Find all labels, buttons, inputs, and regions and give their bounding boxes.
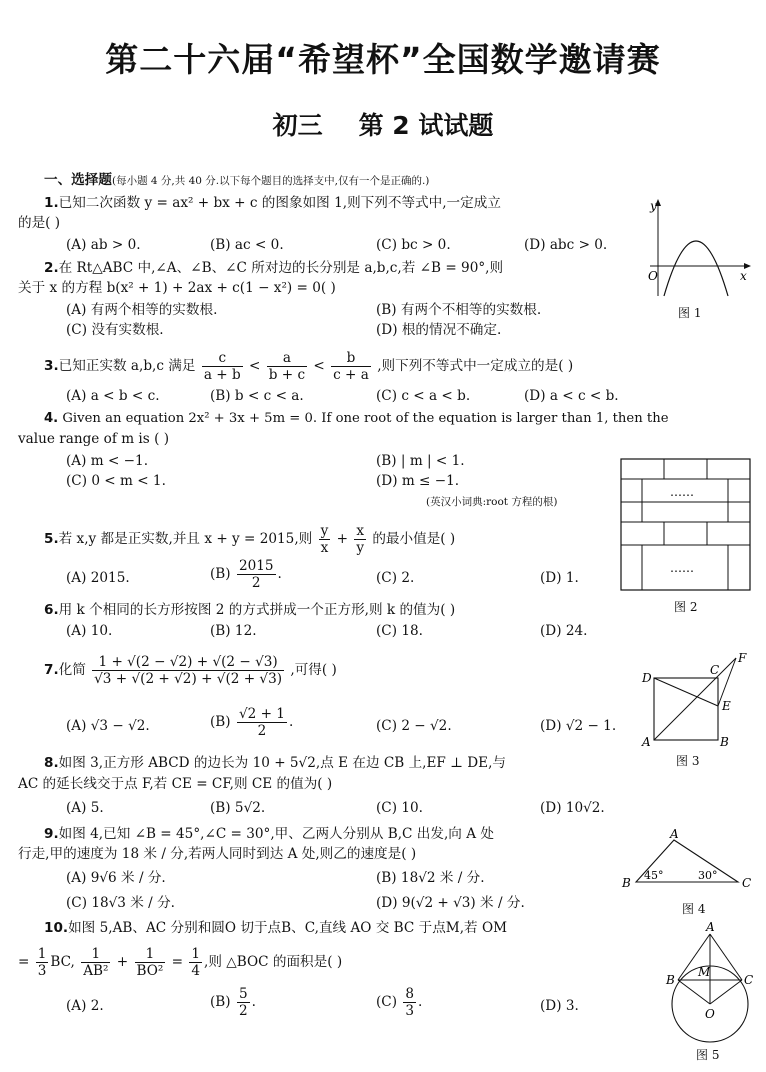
q7-text-post: ,可得( ) <box>290 662 337 678</box>
fig2-caption: 图 2 <box>674 600 698 614</box>
q5-f1-den: x <box>319 539 331 556</box>
figure-2-rectangles <box>620 458 752 592</box>
q5-text-pre: 若 x,y 都是正实数,并且 x + y = 2015,则 <box>58 531 313 547</box>
q6-option-b: (B) 12. <box>210 623 257 639</box>
q5-option-d: (D) 1. <box>540 570 579 586</box>
q9-number: 9. <box>44 826 59 842</box>
q2-stem-line1 <box>44 258 503 278</box>
page-title: 第二十六届“希望杯”全国数学邀请赛 <box>105 40 661 79</box>
q1-option-d: (D) abc > 0. <box>524 237 608 253</box>
q7-text-pre: 化简 <box>58 662 86 678</box>
section-heading <box>44 170 429 191</box>
q2-option-c: (C) 没有实数根. <box>66 322 164 338</box>
fig1-caption: 图 1 <box>678 306 702 320</box>
q5-fraction-2 <box>354 523 366 556</box>
fig5-line-bo <box>678 980 710 1004</box>
q3-f1-num: c <box>218 350 227 366</box>
q4-option-b: (B) | m | < 1. <box>376 453 465 469</box>
fig5-line-ac <box>710 934 742 980</box>
q10-f1-num: 1 <box>37 946 47 962</box>
q6-option-c: (C) 18. <box>376 623 423 639</box>
q2-stem-line2: 关于 x 的方程 b(x² + 1) + 2ax + c(1 − x²) = 0( ) <box>18 280 336 296</box>
q2-option-b: (B) 有两个不相等的实数根. <box>376 302 542 318</box>
q2-option-d: (D) 根的情况不确定. <box>376 322 502 338</box>
q7-b-num: √2 + 1 <box>238 706 285 722</box>
q10-b-label: (B) <box>210 994 231 1010</box>
q5-option-a: (A) 2015. <box>66 570 130 586</box>
q10-b-fraction <box>237 986 250 1019</box>
fig4-angle-b: 45° <box>644 869 664 882</box>
fig1-x-label: x <box>740 269 747 283</box>
q10-f2-den: AB² <box>83 963 109 979</box>
q2-number: 2. <box>44 260 59 276</box>
q3-option-a: (A) a < b < c. <box>66 388 160 404</box>
q9-option-c: (C) 18√3 米 / 分. <box>66 895 175 911</box>
q10-f2-num: 1 <box>91 946 101 962</box>
q10-bc-text: BC, <box>50 954 75 970</box>
fig2-dots-bottom: …… <box>670 561 694 575</box>
q3-option-c: (C) c < a < b. <box>376 388 471 404</box>
q7-num: 1 + √(2 − √2) + √(2 − √3) <box>98 654 278 670</box>
q7-option-d: (D) √2 − 1. <box>540 718 617 734</box>
q1-text1: 已知二次函数 y = ax² + bx + c 的图象如图 1,则下列不等式中,一定成立 <box>58 195 501 211</box>
q10-text1: 如图 5,AB、AC 分别和圆O 切于点B、C,直线 AO 交 BC 于点M,若 OM <box>68 920 508 936</box>
q7-b-den: 2 <box>237 722 287 739</box>
q3-lt-1: < <box>249 358 261 374</box>
fig3-label-f: F <box>738 651 747 665</box>
q5-b-den: 2 <box>237 574 276 591</box>
q5-f1-num: y <box>320 523 329 539</box>
figure-4-triangle <box>618 826 758 898</box>
q8-number: 8. <box>44 755 59 771</box>
q10-f3-den: BO² <box>136 963 164 979</box>
fig5-label-o: O <box>705 1007 715 1021</box>
fig4-angle-c: 30° <box>698 869 718 882</box>
q3-fraction-2 <box>267 350 307 383</box>
q10-stem-line1 <box>44 918 507 938</box>
q10-option-b <box>210 986 256 1019</box>
q4-stem-line2: value range of m is ( ) <box>18 431 169 447</box>
q5-b-period: . <box>277 566 282 582</box>
q3-f3-num: b <box>346 350 356 366</box>
q10-fraction-4 <box>189 946 202 979</box>
q5-f2-den: y <box>356 540 364 556</box>
q10-b-period: . <box>251 994 256 1010</box>
q7-fraction <box>92 654 284 687</box>
q3-text-post: ,则下列不等式中一定成立的是( ) <box>377 358 574 374</box>
q10-f1-den: 3 <box>37 963 47 979</box>
q7-option-a: (A) √3 − √2. <box>66 718 150 734</box>
fig5-line-co <box>710 980 742 1004</box>
q6-number: 6. <box>44 602 59 618</box>
q7-stem <box>44 654 337 687</box>
fig1-parabola-curve <box>664 241 728 296</box>
q7-number: 7. <box>44 662 59 678</box>
fig3-label-a: A <box>642 735 651 748</box>
fig4-label-b: B <box>622 876 631 890</box>
q10-f3-num: 1 <box>145 946 155 962</box>
q5-b-fraction <box>237 558 276 591</box>
q10-option-a: (A) 2. <box>66 998 104 1014</box>
q9-option-a: (A) 9√6 米 / 分. <box>66 870 166 886</box>
figure-3-square <box>636 648 758 748</box>
fig5-label-m: M <box>698 965 711 979</box>
q10-stem-line2 <box>18 946 342 979</box>
q5-plus: + <box>336 531 348 547</box>
q10-option-c <box>376 986 422 1019</box>
q1-option-c: (C) bc > 0. <box>376 237 451 253</box>
fig5-label-b: B <box>666 973 675 987</box>
q10-number: 10. <box>44 920 69 936</box>
page-subtitle <box>0 106 766 142</box>
subtitle-grade: 初三 <box>272 111 323 140</box>
q4-stem-line1 <box>44 409 669 429</box>
q7-b-period: . <box>288 714 294 730</box>
q8-text1: 如图 3,正方形 ABCD 的边长为 10 + 5√2,点 E 在边 CB 上,EF ⊥ DE,与 <box>58 755 507 771</box>
q10-eq-1: = <box>18 954 30 970</box>
fig5-label-a: A <box>706 920 715 934</box>
q4-option-d: (D) m ≤ −1. <box>376 473 460 489</box>
q1-number: 1. <box>44 195 59 211</box>
figure-5-circle <box>660 918 758 1044</box>
q3-option-d: (D) a < c < b. <box>524 388 619 404</box>
q9-stem-line1 <box>44 824 494 844</box>
q9-text1: 如图 4,已知 ∠B = 45°,∠C = 30°,甲、乙两人分别从 B,C 出发,向 A 处 <box>58 826 494 842</box>
q4-number: 4. <box>44 411 59 426</box>
fig1-origin-label: O <box>648 269 658 283</box>
q5-option-c: (C) 2. <box>376 570 415 586</box>
q3-f2-den: b + c <box>268 367 306 383</box>
q9-option-d: (D) 9(√2 + √3) 米 / 分. <box>376 895 525 911</box>
q7-b-fraction <box>237 706 287 739</box>
q7-option-c: (C) 2 − √2. <box>376 718 452 734</box>
q1-option-a: (A) ab > 0. <box>66 237 141 253</box>
q10-c-fraction <box>403 986 416 1019</box>
q3-f2-num: a <box>282 350 291 366</box>
q3-fraction-1 <box>202 350 243 383</box>
q3-f1-den: a + b <box>203 367 241 383</box>
q8-stem-line1 <box>44 753 506 773</box>
q4-dictionary-note: (英汉小词典:root 方程的根) <box>426 496 558 508</box>
q10-f4-den: 4 <box>191 963 201 979</box>
q3-fraction-3 <box>331 350 371 383</box>
fig3-label-c: C <box>710 663 720 677</box>
q10-c-label: (C) <box>376 994 398 1010</box>
section-note: (每小题 4 分,共 40 分.以下每个题目的选择支中,仅有一个是正确的.) <box>111 175 430 187</box>
fig3-label-e: E <box>722 699 731 713</box>
q2-option-a: (A) 有两个相等的实数根. <box>66 302 218 318</box>
fig5-caption: 图 5 <box>696 1048 720 1062</box>
q3-number: 3. <box>44 358 59 374</box>
fig2-dots-top: …… <box>670 485 694 499</box>
fig1-y-label: y <box>650 199 657 213</box>
figure-1-parabola <box>636 196 756 308</box>
q8-option-b: (B) 5√2. <box>210 800 266 816</box>
q6-stem <box>44 600 455 620</box>
q4-text1: Given an equation 2x² + 3x + 5m = 0. If one root of the equation is larger than 1, then the <box>62 411 669 426</box>
q1-stem-line1 <box>44 193 501 213</box>
q3-stem <box>44 350 573 383</box>
q10-fraction-3 <box>135 946 166 979</box>
q5-f2-num: x <box>356 523 364 539</box>
q7-option-b <box>210 706 293 739</box>
q5-number: 5. <box>44 531 59 547</box>
q7-b-label: (B) <box>210 714 231 730</box>
q3-f3-den: c + a <box>333 367 369 383</box>
q1-option-b: (B) ac < 0. <box>210 237 284 253</box>
q5-stem <box>44 523 455 556</box>
section-label: 一、选择题 <box>44 172 112 188</box>
q3-option-b: (B) b < c < a. <box>210 388 304 404</box>
q10-fraction-1 <box>36 946 49 979</box>
fig3-line-de <box>654 678 718 706</box>
q10-b-den: 2 <box>238 1003 248 1019</box>
q8-option-d: (D) 10√2. <box>540 800 605 816</box>
q2-text1: 在 Rt△ABC 中,∠A、∠B、∠C 所对边的长分别是 a,b,c,若 ∠B = 90°,则 <box>58 260 504 276</box>
fig3-label-d: D <box>642 671 652 685</box>
q8-option-a: (A) 5. <box>66 800 104 816</box>
q10-text-post: ,则 △BOC 的面积是( ) <box>204 954 343 970</box>
q10-c-num: 8 <box>405 986 414 1002</box>
fig3-caption: 图 3 <box>676 754 700 768</box>
q10-option-d: (D) 3. <box>540 998 579 1014</box>
q10-f4-num: 1 <box>191 946 201 962</box>
q10-c-period: . <box>418 994 423 1010</box>
q10-eq-2: = <box>171 954 184 970</box>
q5-text-post: 的最小值是( ) <box>372 531 456 547</box>
q9-stem-line2: 行走,甲的速度为 18 米 / 分,若两人同时到达 A 处,则乙的速度是( ) <box>18 846 417 862</box>
q9-option-b: (B) 18√2 米 / 分. <box>376 870 485 886</box>
q10-plus: + <box>116 954 129 970</box>
q5-b-num: 2015 <box>238 558 274 574</box>
fig5-label-c: C <box>744 973 754 987</box>
q5-b-label: (B) <box>210 566 231 582</box>
q1-stem-line2: 的是( ) <box>18 215 61 231</box>
q5-fraction-1 <box>319 523 331 556</box>
q8-stem-line2: AC 的延长线交于点 F,若 CE = CF,则 CE 的值为( ) <box>18 776 333 792</box>
fig3-label-b: B <box>720 735 729 748</box>
subtitle-test: 第 2 试试题 <box>358 111 494 140</box>
q3-text-pre: 已知正实数 a,b,c 满足 <box>58 358 196 374</box>
q10-c-den: 3 <box>405 1003 414 1019</box>
q6-option-d: (D) 24. <box>540 623 588 639</box>
fig4-label-c: C <box>742 876 752 890</box>
q10-fraction-2 <box>81 946 110 979</box>
q4-option-a: (A) m < −1. <box>66 453 149 469</box>
q8-option-c: (C) 10. <box>376 800 423 816</box>
q5-option-b <box>210 558 282 591</box>
q10-b-num: 5 <box>238 986 248 1002</box>
q7-den: √3 + √(2 + √2) + √(2 + √3) <box>94 671 283 687</box>
q6-option-a: (A) 10. <box>66 623 113 639</box>
fig4-label-a: A <box>670 827 679 841</box>
q3-lt-2: < <box>313 358 325 374</box>
q4-option-c: (C) 0 < m < 1. <box>66 473 166 489</box>
fig4-caption: 图 4 <box>682 902 706 916</box>
q6-text1: 用 k 个相同的长方形按图 2 的方式拼成一个正方形,则 k 的值为( ) <box>58 602 456 618</box>
